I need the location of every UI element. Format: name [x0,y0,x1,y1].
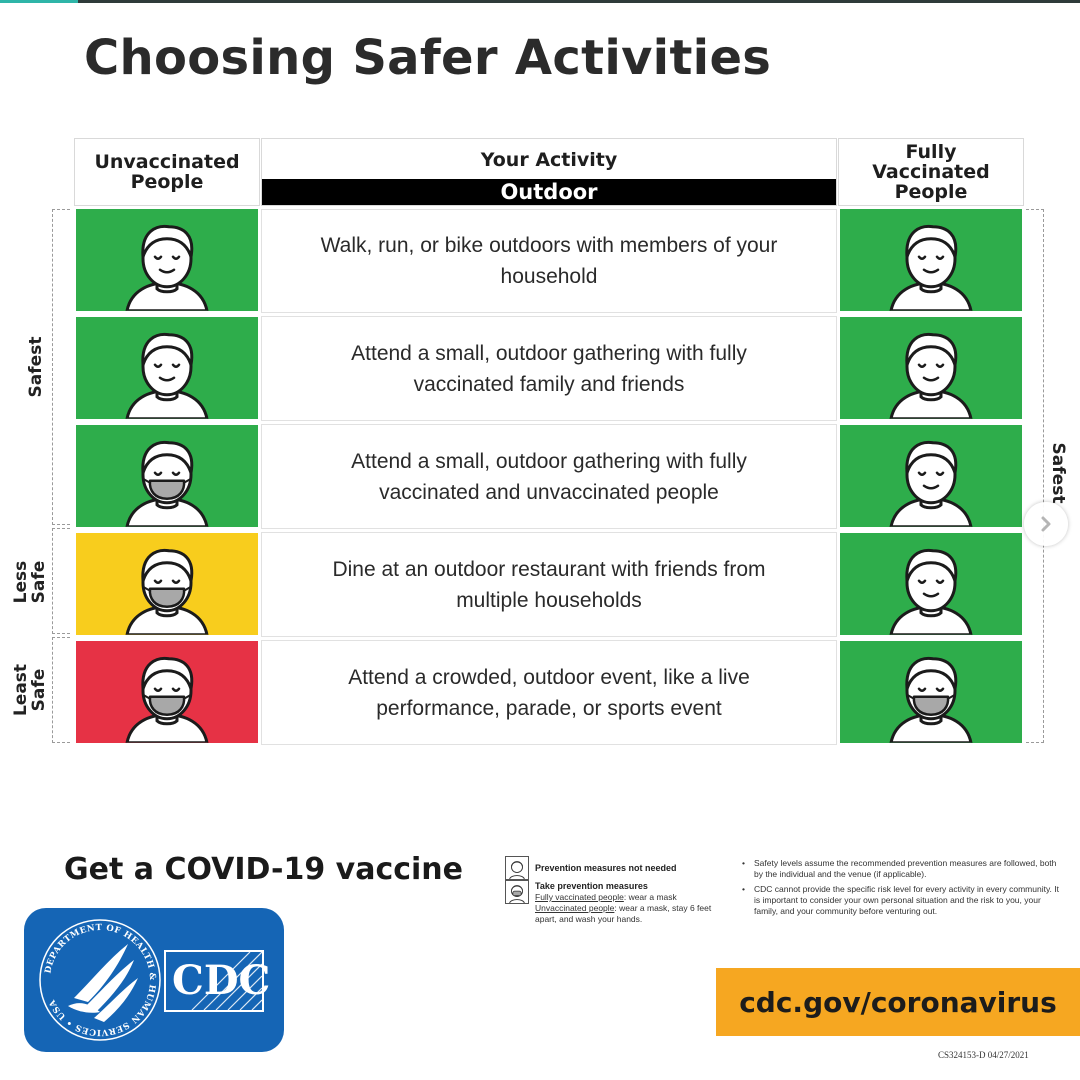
vaccinated-cell [840,425,1022,527]
side-label-safest: Safest [26,336,46,398]
bracket-right-safest [1026,209,1044,743]
activity-text: Dine at an outdoor restaurant with friends from multiple households [332,557,766,612]
vaccine-cta: Get a COVID-19 vaccine [64,852,463,887]
legend-no-measures [505,856,725,874]
legend-unvaccinated-text: : wear a mask, stay 6 feet apart, and wash your hands. [535,903,712,924]
bracket-left-less-safe [52,528,70,634]
vaccinated-cell [840,533,1022,635]
masked-person-icon [117,541,217,635]
legend-vaccinated-label: Fully vaccinated people [535,892,624,902]
legend-unvaccinated-line [535,903,725,925]
legend-no-measures-title: Prevention measures not needed [535,863,677,873]
note-item: • Safety levels assume the recommended prevention measures are followed, both by the individual and the venue (if applicable). [742,858,1060,880]
legend-measures [505,880,725,925]
hhs-seal-text: DEPARTMENT OF HEALTH & HUMAN SERVICES • USA [43,922,158,1038]
cdc-mark [164,950,271,1012]
activity-text: Walk, run, or bike outdoors with members of your household [320,234,778,288]
bracket-left-least-safe [52,637,70,743]
person-icon [881,325,981,419]
unvaccinated-cell [76,533,258,635]
legend [505,856,725,931]
url-link[interactable]: cdc.gov/coronavirus [739,985,1057,1019]
person-icon [117,217,217,311]
unvaccinated-cell [76,425,258,527]
header-activity [261,138,837,206]
header-unvaccinated-label: Unvaccinated People [94,151,240,193]
activity-cell [261,424,837,529]
chevron-right-icon [1036,514,1056,534]
unvaccinated-cell [76,641,258,743]
url-banner[interactable] [716,968,1080,1036]
person-icon [117,325,217,419]
header-vaccinated-label: Fully Vaccinated People [872,141,990,203]
face-no-mask-icon [505,856,529,880]
notes-list [742,858,1060,921]
hhs-seal-icon [34,914,166,1046]
legend-unvaccinated-label: Unvaccinated people [535,903,615,913]
document-code: CS324153-D 04/27/2021 [938,1050,1029,1060]
legend-vaccinated-text: : wear a mask [623,892,677,902]
bracket-left-safest [52,209,70,525]
vaccinated-cell [840,641,1022,743]
top-rule-accent [0,0,78,3]
note-item: • CDC cannot provide the specific risk level for every activity in every community. It is important to consider your own personal situation and the risk to you, your family, and your community before venturing out. [742,884,1060,917]
legend-vaccinated-line [535,892,725,903]
activity-cell [261,640,837,745]
page-title: Choosing Safer Activities [84,30,772,86]
top-rule [0,0,1080,3]
activity-text: Attend a small, outdoor gathering with fully vaccinated and unvaccinated people [351,449,747,504]
unvaccinated-cell [76,317,258,419]
activity-cell [261,209,837,313]
hhs-cdc-logo [24,908,284,1052]
next-slide-button[interactable] [1024,502,1068,546]
masked-person-icon [881,649,981,743]
face-mask-icon [505,880,529,904]
side-label-least-safe: Least Safe [11,663,49,717]
person-icon [881,217,981,311]
side-label-right-safest: Safest [1048,442,1068,504]
vaccinated-cell [840,209,1022,311]
unvaccinated-cell [76,209,258,311]
masked-person-icon [117,433,217,527]
activity-text: Attend a small, outdoor gathering with fully vaccinated family and friends [351,341,747,396]
side-label-less-safe: Less Safe [11,560,49,604]
header-activity-label: Your Activity [480,149,618,171]
masked-person-icon [117,649,217,743]
category-bar: Outdoor [262,179,836,205]
cdc-text: CDC [172,957,271,1004]
activity-cell [261,532,837,637]
activity-text: Attend a crowded, outdoor event, like a live performance, parade, or sports event [348,665,750,720]
vaccinated-cell [840,317,1022,419]
activity-cell [261,316,837,421]
header-vaccinated [838,138,1024,206]
header-unvaccinated [74,138,260,206]
person-icon [881,541,981,635]
person-icon [881,433,981,527]
legend-measures-title: Take prevention measures [535,881,648,891]
